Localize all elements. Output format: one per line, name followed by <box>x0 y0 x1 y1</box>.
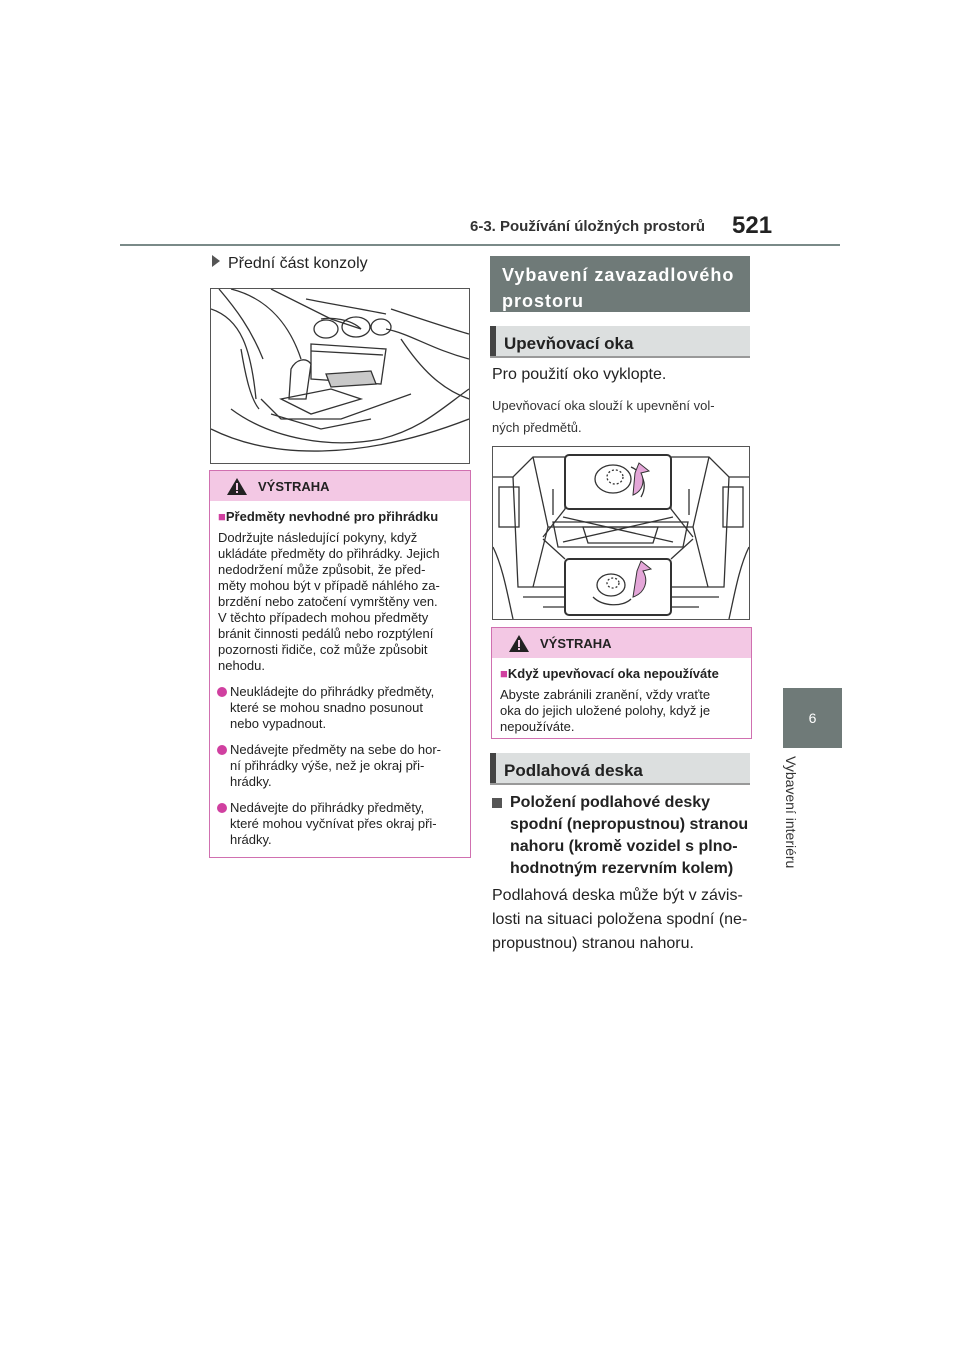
warning-line: ukládáte předměty do přihrádky. Jejich <box>218 546 440 561</box>
bullet-line: ní přihrádky výše, než je okraj při- <box>230 758 425 773</box>
floor-body-line: Podlahová deska může být v závis- <box>492 887 743 904</box>
section-heading-line: Vybavení zavazadlového <box>502 265 735 285</box>
pointer-triangle-icon <box>212 255 220 267</box>
warning-body <box>210 530 470 674</box>
warning-line: Abyste zabránili zranění, vždy vraťte <box>500 687 711 702</box>
chapter-label <box>776 756 806 886</box>
warning-subtitle-text: Když upevňovací oka nepoužíváte <box>507 666 719 681</box>
illustration-luggage-hooks <box>492 446 750 620</box>
purpose-text <box>492 395 750 439</box>
floor-body-line: losti na situaci položena spodní (ne- <box>492 911 748 928</box>
bullet-dot-icon <box>217 803 227 813</box>
warning-triangle-icon <box>226 477 248 496</box>
warning-header <box>492 628 751 658</box>
subheading-floor-board <box>490 753 750 785</box>
purpose-line: Upevňovací oka slouží k upevnění vol- <box>492 398 715 413</box>
subheading-text: Podlahová deska <box>504 761 643 780</box>
square-bullet-icon: ■ <box>218 509 226 524</box>
bullet-line: Nedávejte předměty na sebe do hor- <box>230 742 442 757</box>
warning-line: bránit činnosti pedálů nebo rozptýlení <box>218 626 434 641</box>
warning-bullet <box>210 800 470 848</box>
square-bullet-icon: ■ <box>500 666 508 681</box>
warning-line: nepoužíváte. <box>500 719 575 734</box>
square-bullet-icon <box>492 798 502 808</box>
bullet-dot-icon <box>217 745 227 755</box>
floor-heading-line: spodní (nepropustnou) stranou <box>510 816 749 833</box>
section-title: 6-3. Používání úložných prostorů <box>470 218 706 235</box>
warning-bullet <box>210 684 470 732</box>
warning-line: Dodržujte následující pokyny, když <box>218 530 418 545</box>
warning-bullet <box>210 742 470 790</box>
warning-subtitle-text: Předměty nevhodné pro přihrádku <box>225 509 439 524</box>
floor-heading-line: Položení podlahové desky <box>510 794 711 811</box>
bullet-line: hrádky. <box>230 774 272 789</box>
bullet-line: které mohou vyčnívat přes okraj při- <box>230 816 437 831</box>
warning-body <box>492 687 751 735</box>
purpose-line: ných předmětů. <box>492 420 582 435</box>
floor-heading-line: nahoru (kromě vozidel s plno- <box>510 838 738 855</box>
warning-box-console <box>209 470 471 858</box>
page-number: 521 <box>732 212 773 239</box>
warning-title: VÝSTRAHA <box>540 636 612 651</box>
warning-line: V těchto případech mohou předměty <box>218 610 429 625</box>
floor-body-line: propustnou) stranou nahoru. <box>492 935 694 952</box>
warning-subtitle <box>492 666 751 681</box>
warning-box-hooks <box>491 627 752 739</box>
warning-header <box>210 471 470 501</box>
bullet-line: nebo vypadnout. <box>230 716 327 731</box>
warning-line: měty mohou být v případě náhlého za- <box>218 578 440 593</box>
warning-subtitle <box>210 509 470 524</box>
warning-title: VÝSTRAHA <box>258 479 330 494</box>
warning-line: nehodu. <box>218 658 265 673</box>
bullet-dot-icon <box>217 687 227 697</box>
header-rule <box>120 244 840 246</box>
floor-board-heading <box>492 792 750 880</box>
illustration-front-console <box>210 288 470 464</box>
floor-board-text <box>492 884 752 956</box>
chapter-label-text: Vybavení interiéru <box>783 756 799 869</box>
section-heading-line: prostoru <box>502 291 584 311</box>
item-front-console-label: Přední část konzoly <box>228 255 368 272</box>
warning-line: nedodržení může způsobit, že před- <box>218 562 426 577</box>
warning-line: pozornosti řidiče, což může způsobit <box>218 642 428 657</box>
bullet-line: Neukládejte do přihrádky předměty, <box>230 684 435 699</box>
warning-triangle-icon <box>508 634 530 653</box>
instruction-text: Pro použití oko vyklopte. <box>492 366 667 383</box>
item-front-console <box>212 255 368 273</box>
subheading-text: Upevňovací oka <box>504 334 634 353</box>
bullet-line: Nedávejte do přihrádky předměty, <box>230 800 425 815</box>
chapter-tab[interactable]: 6 <box>783 688 842 748</box>
warning-line: brzdění nebo zatočení vymrštěny ven. <box>218 594 438 609</box>
warning-line: oka do jejich uložené polohy, když je <box>500 703 711 718</box>
floor-heading-line: hodnotným rezervním kolem) <box>510 860 734 877</box>
subheading-tie-down-hooks <box>490 326 750 358</box>
bullet-line: které se mohou snadno posunout <box>230 700 423 715</box>
section-heading-luggage <box>490 256 750 312</box>
bullet-line: hrádky. <box>230 832 272 847</box>
